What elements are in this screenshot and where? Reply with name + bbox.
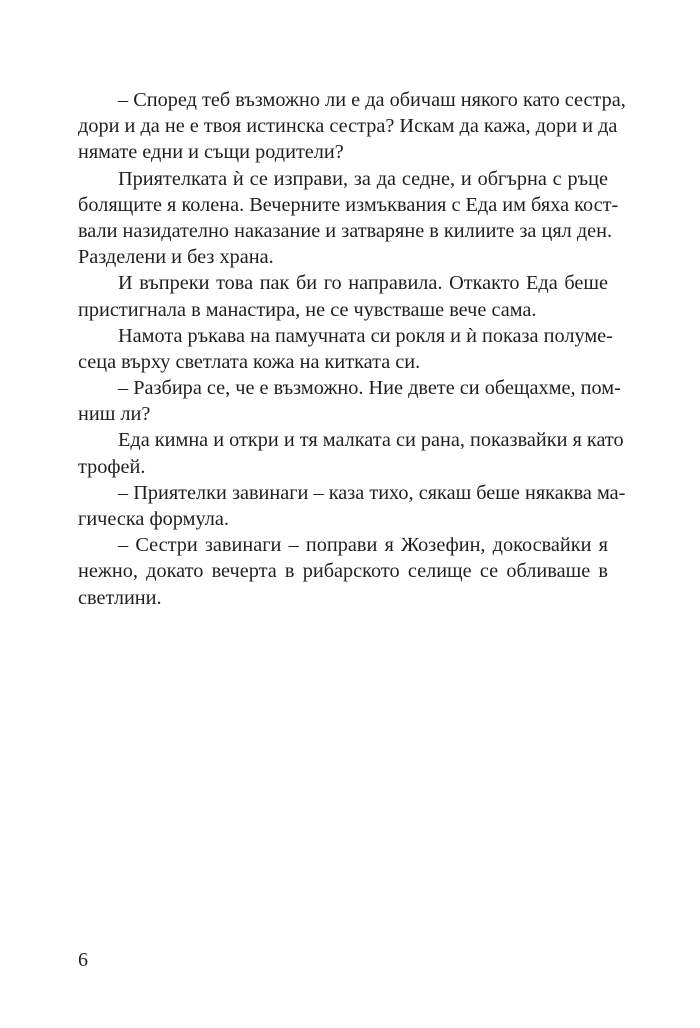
text-line: – Разбира се, че е възможно. Ние двете си обещахме, пом- xyxy=(118,377,621,400)
text-line: гическа формула. xyxy=(78,508,229,530)
text-line: – Сестри завинаги – поправи я Жозефин, докосвайки я xyxy=(118,534,608,557)
paragraph xyxy=(78,427,624,479)
text-line: – Приятелки завинаги – каза тихо, сякаш беше някаква ма- xyxy=(118,481,626,504)
text-line: сеца върху светлата кожа на китката си. xyxy=(78,350,421,373)
paragraph xyxy=(78,270,608,322)
text-line: Разделени и без храна. xyxy=(78,246,274,269)
text-line: вали назидателно наказание и затваряне в килиите за цял ден. xyxy=(78,219,613,242)
paragraph xyxy=(78,166,619,271)
text-line: светлини. xyxy=(78,586,162,609)
paragraph xyxy=(78,323,613,375)
text-line: И въпреки това пак би го направила. Откакто Еда беше xyxy=(118,272,608,295)
body-text xyxy=(78,87,626,611)
text-line: пристигнала в манастира, не се чувстваше вече сама. xyxy=(78,298,537,321)
paragraph xyxy=(78,480,626,532)
text-line: болящите я колена. Вечерните измъквания с Еда им бяха кост- xyxy=(78,193,619,216)
text-line: дори и да не е твоя истинска сестра? Искам да кажа, дори и да xyxy=(78,115,618,138)
paragraph xyxy=(78,87,626,166)
page-number: 6 xyxy=(78,949,88,971)
text-line: нямате едни и същи родители? xyxy=(78,141,344,164)
text-line: трофей. xyxy=(78,455,146,478)
paragraph xyxy=(78,375,621,427)
paragraph xyxy=(78,532,608,611)
text-line: ниш ли? xyxy=(78,403,151,426)
text-line: Намота ръкава на памучната си рокля и ѝ показа полуме- xyxy=(118,324,613,347)
text-line: Еда кимна и откри и тя малката си рана, показвайки я като xyxy=(118,429,624,452)
text-line: Приятелката ѝ се изправи, за да седне, и обгърна с ръце xyxy=(118,167,608,190)
text-line: – Според теб възможно ли е да обичаш някого като сестра, xyxy=(118,89,626,111)
text-line: нежно, докато вечерта в рибарското селище се обливаше в xyxy=(78,560,608,583)
